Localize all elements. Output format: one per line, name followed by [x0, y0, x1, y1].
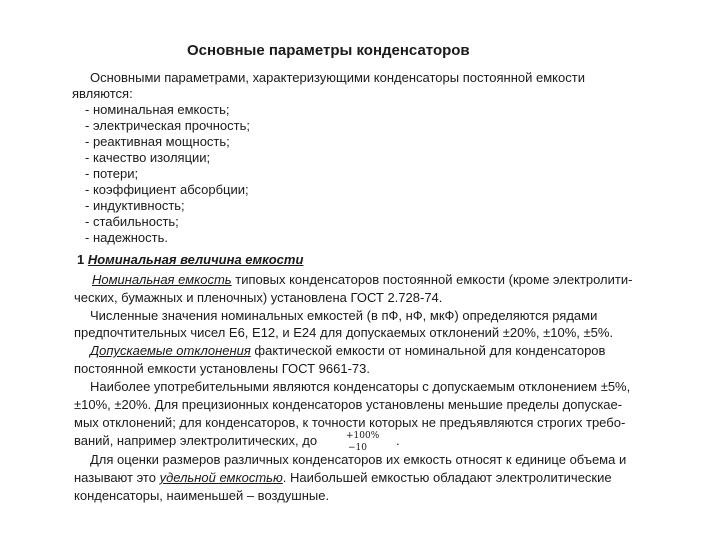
- p3-line-1: [90, 343, 605, 359]
- p1-line-1: [92, 272, 632, 288]
- intro-line-1: Основными параметрами, характеризующими конденсаторы постоянной емкости: [90, 70, 585, 85]
- p4-line-4: ваний, например электролитических, до: [74, 433, 318, 448]
- p4-line-1: Наиболее употребительными являются конденсаторы с допускаемым отклонением ±5%,: [90, 379, 631, 394]
- page-title: Основные параметры конденсаторов: [187, 42, 470, 59]
- p4-line-2: ±10%, ±20%. Для прецизионных конденсаторов установлены меньшие пределы допускае-: [74, 397, 623, 412]
- param-item: - стабильность;: [85, 214, 179, 229]
- p5-line-2-start: называют это: [74, 470, 160, 485]
- p5-line-2-rest: . Наибольшей емкостью обладают электролитические: [282, 470, 612, 485]
- p4-line-end: .: [396, 433, 400, 448]
- param-item: - надежность.: [85, 230, 168, 245]
- p4-line-3: мых отклонений; для конденсаторов, к точности которых не предъявляются строгих требо-: [74, 415, 626, 430]
- param-item: - индуктивность;: [85, 198, 185, 213]
- term-specific-capacity: удельной емкостью: [159, 470, 283, 485]
- section-heading: [77, 252, 303, 268]
- param-item: - электрическая прочность;: [85, 118, 250, 133]
- p3-line-2: постоянной емкости установлены ГОСТ 9661-73.: [74, 361, 370, 376]
- p2-line-1: Численные значения номинальных емкостей (в пФ, нФ, мкФ) определяются рядами: [90, 308, 598, 323]
- p5-line-3: конденсаторы, наименьшей – воздушные.: [74, 488, 330, 503]
- p1-line-1-rest: типовых конденсаторов постоянной емкости (кроме электролити-: [231, 272, 633, 287]
- section-heading-text: Номинальная величина емкости: [87, 252, 304, 267]
- p5-line-2: [74, 470, 612, 486]
- p2-line-2: предпочтительных чисел Е6, Е12, и Е24 для допускаемых отклонений ±20%, ±10%, ±5%.: [74, 325, 614, 340]
- p3-line-1-rest: фактической емкости от номинальной для конденсаторов: [250, 343, 606, 358]
- p5-line-1: Для оценки размеров различных конденсаторов их емкость относят к единице объема и: [90, 452, 627, 467]
- tolerance-upper: +100%: [346, 431, 380, 441]
- param-item: - качество изоляции;: [85, 150, 211, 165]
- section-number: 1: [77, 252, 88, 267]
- intro-line-2: являются:: [72, 86, 133, 101]
- param-item: - реактивная мощность;: [85, 134, 230, 149]
- p1-line-2: ческих, бумажных и пленочных) установлена ГОСТ 2.728-74.: [74, 290, 443, 305]
- param-item: - коэффициент абсорбции;: [85, 182, 249, 197]
- tolerance-lower: −10: [348, 443, 367, 453]
- term-tolerance: Допускаемые отклонения: [90, 343, 251, 358]
- term-nominal-capacity: Номинальная емкость: [92, 272, 232, 287]
- param-item: - номинальная емкость;: [85, 102, 230, 117]
- param-item: - потери;: [85, 166, 139, 181]
